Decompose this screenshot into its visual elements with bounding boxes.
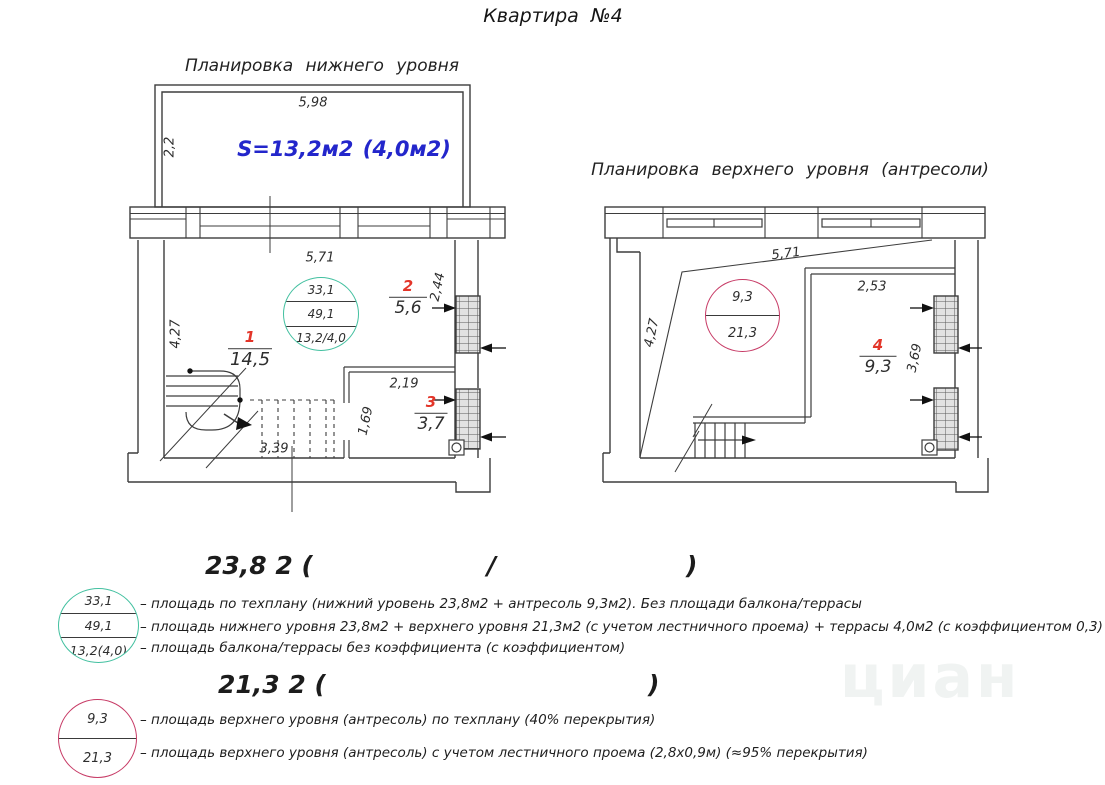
legend-lower-line2: – площадь нижнего уровня 23,8м2 + верхнего уровня 21,3м2 (с учетом лестничного проема) + террасы 4,0м2 (с коэффициентом 0,3) xyxy=(140,619,1103,635)
stamp-row: 21,3 xyxy=(706,315,779,351)
room3-number: 3 xyxy=(425,392,437,411)
lower-plan-stairs xyxy=(160,368,334,512)
stamp-row: 21,3 xyxy=(59,738,136,777)
room3-width-dim: 2,19 xyxy=(389,376,419,392)
terrace-width-dim: 5,98 xyxy=(298,95,328,111)
room4-area: 9,3 xyxy=(864,356,892,377)
lower-summary-header: 23,8 2 ( xyxy=(205,551,313,580)
stamp-row: 33,1 xyxy=(307,282,335,297)
legend-upper-stamp xyxy=(58,699,137,778)
stamp-row: 49,1 xyxy=(59,613,138,638)
lower-summary-close: ) xyxy=(686,551,698,580)
room3-label xyxy=(415,392,448,434)
terrace-depth-dim: 2,2 xyxy=(162,136,178,158)
lower-summary-slash: / xyxy=(487,551,497,580)
legend-upper-line1: – площадь верхнего уровня (антресоль) по техплану (40% перекрытия) xyxy=(140,712,656,728)
cian-watermark: циан xyxy=(840,642,1021,712)
stamp-row: 9,3 xyxy=(87,711,108,727)
upper-summary-close: ) xyxy=(648,670,660,699)
room1-number: 1 xyxy=(244,328,256,347)
lower-dim-left: 4,27 xyxy=(168,319,184,349)
lower-area-stamp xyxy=(283,277,359,351)
lower-dim-top: 5,71 xyxy=(305,250,335,266)
drain-symbol-icon xyxy=(922,440,937,455)
drain-symbol-icon xyxy=(449,440,464,455)
stamp-row: 9,3 xyxy=(732,290,753,305)
upper-dim-top: 5,71 xyxy=(770,244,802,264)
room4-label xyxy=(860,335,897,377)
upper-plan-stairs xyxy=(675,404,756,472)
room1-label xyxy=(228,330,272,370)
stamp-row: 33,1 xyxy=(84,593,113,609)
upper-plan-vent-shafts xyxy=(910,296,982,455)
stamp-row: 13,2/4,0 xyxy=(284,326,358,350)
upper-summary-header: 21,3 2 ( xyxy=(218,670,326,699)
room3-height-dim: 1,69 xyxy=(355,405,377,437)
room2-number: 2 xyxy=(402,276,414,295)
upper-dim-left: 4,27 xyxy=(641,317,663,349)
room4-number: 4 xyxy=(872,335,884,354)
room2-area: 5,6 xyxy=(394,297,422,318)
lower-plan-title: Планировка нижнего уровня xyxy=(185,56,459,76)
room3-area: 3,7 xyxy=(417,413,445,434)
lower-dim-right: 2,44 xyxy=(427,271,449,303)
stairs-dim: 3,39 xyxy=(259,441,289,457)
room4-width-dim: 2,53 xyxy=(857,279,887,295)
legend-lower-line3: – площадь балкона/террасы без коэффициента (с коэффициентом) xyxy=(140,640,626,656)
room2-label xyxy=(389,276,427,318)
legend-lower-line1: – площадь по техплану (нижний уровень 23,8м2 + антресоль 9,3м2). Без площади балкона/террасы xyxy=(140,596,862,612)
page-title: Квартира №4 xyxy=(483,5,623,27)
legend-upper-line2: – площадь верхнего уровня (антресоль) с учетом лестничного проема (2,8х0,9м) (≈95% перекрытия) xyxy=(140,745,868,761)
room1-area: 14,5 xyxy=(229,348,271,370)
legend-lower-stamp xyxy=(58,588,139,663)
stamp-row: 13,2(4,0) xyxy=(59,637,138,662)
terrace-area-label: S=13,2м2 (4,0м2) xyxy=(237,137,451,161)
stamp-row: 49,1 xyxy=(284,301,358,325)
room4-height-dim: 3,69 xyxy=(904,342,926,374)
upper-plan-title: Планировка верхнего уровня (антресоли) xyxy=(591,160,989,180)
upper-area-stamp xyxy=(705,279,780,352)
